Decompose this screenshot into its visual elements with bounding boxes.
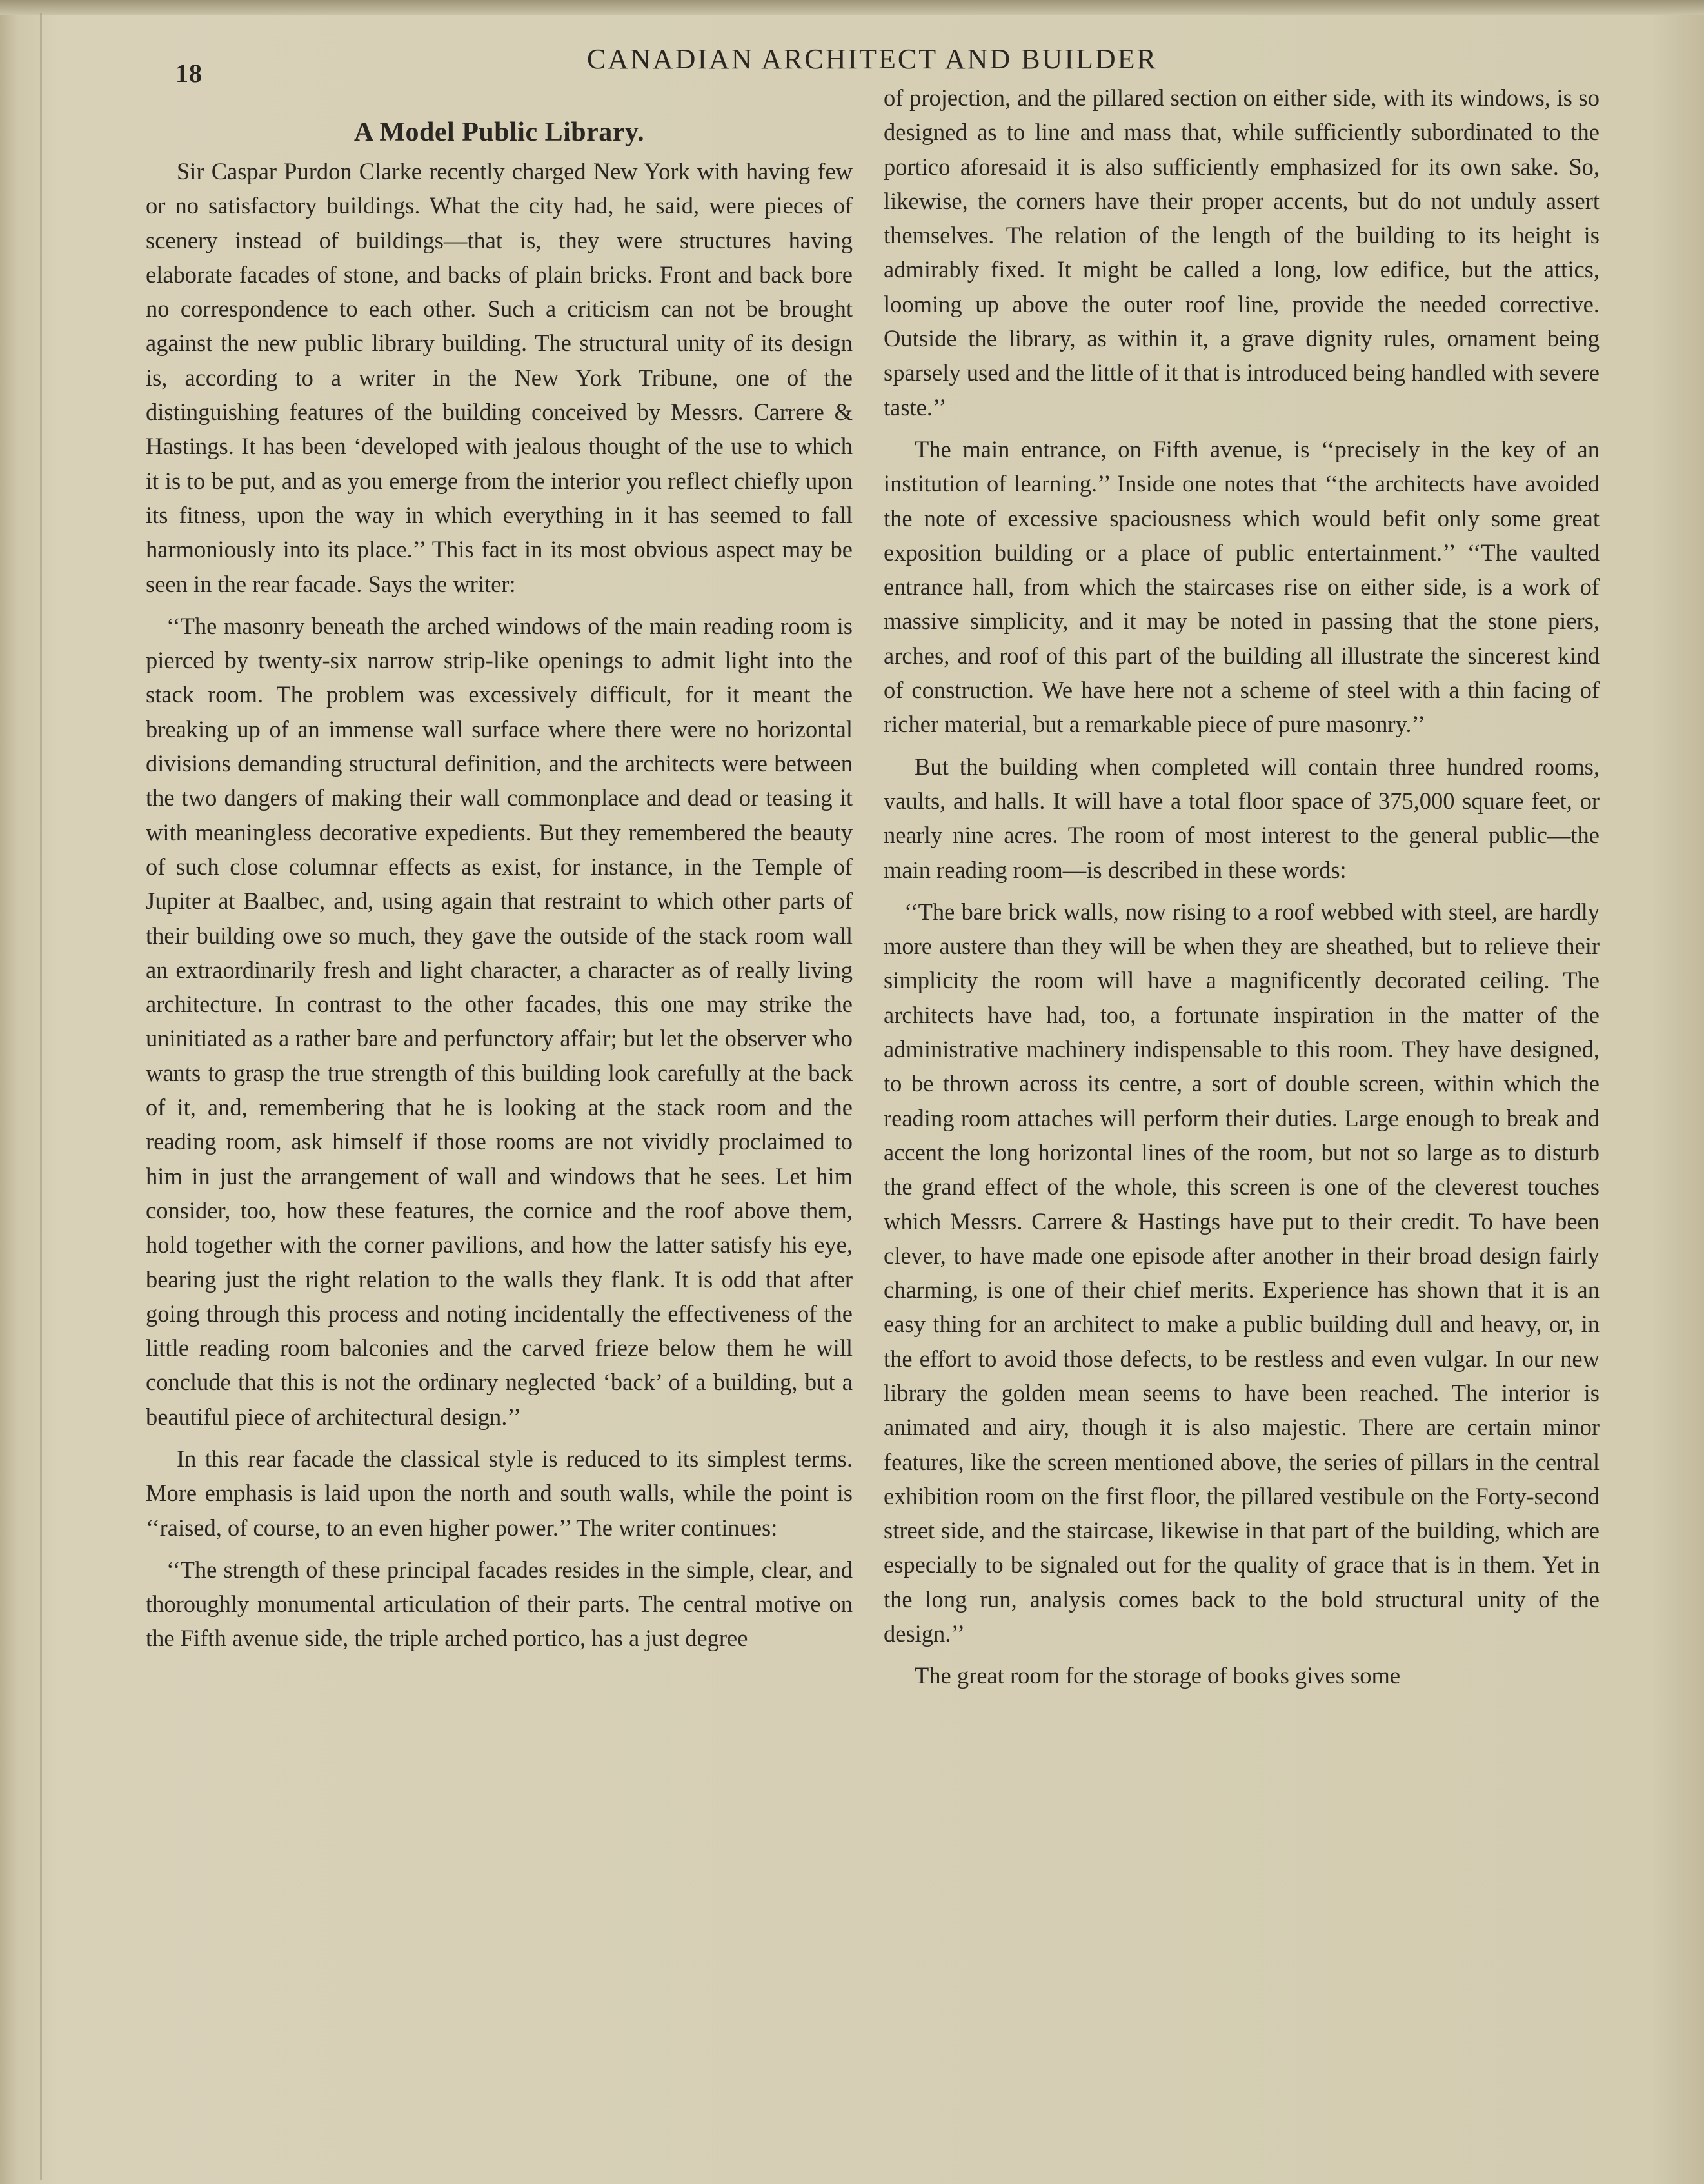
- paragraph: The great room for the storage of books gives some: [915, 1662, 1401, 1689]
- left-column: [146, 113, 853, 1656]
- paragraph: But the building when completed will contain three hundred rooms, vaults, and halls. It will have a total floor space of 375,000 square feet, or nearly nine acres. The room of most interest to the general public—the main reading room—is described in these words:: [884, 753, 1600, 883]
- paragraph: ‘‘The bare brick walls, now rising to a roof webbed with steel, are hardly more austere than they will be when they are sheathed, but to relieve their simplicity the room will have a magnificently decorated ceiling. The architects have had, too, a fortunate inspiration in the matter of the administrative machinery indispensable to this room. They have designed, to be thrown across its centre, a sort of double screen, within which the reading room attaches will perform their duties. Large enough to break and accent the long horizontal lines of the room, but not so large as to disturb the grand effect of the whole, this screen is one of the cleverest touches which Messrs. Carrere & Hastings have put to their credit. To have been clever, to have made one episode after another in their broad design fairly charming, is one of their chief merits. Experience has shown that it is an easy thing for an architect to make a public building dull and heavy, or, in the effort to avoid those defects, to be restless and even vulgar. In our new library the golden mean seems to have been reached. The interior is animated and airy, though it is also majestic. There are certain minor features, like the screen mentioned above, the series of pillars in the central exhibition room on the first floor, the pillared vestibule on the Forty-second street side, and the staircase, likewise in that part of the building, which are especially to be signaled out for the quality of grace that is in them. Yet in the long run, analysis comes back to the bold structural unity of the design.’’: [884, 898, 1600, 1647]
- article-title: A Model Public Library.: [353, 117, 645, 147]
- paragraph: Sir Caspar Purdon Clarke recently charged New York with having few or no satisfactory buildings. What the city had, he said, were pieces of scenery instead of buildings—that is, they were structures having elaborate facades of stone, and backs of plain bricks. Front and back bore no correspondence to each other. Such a criticism can not be brought against the new public library building. The structural unity of its design is, according to a writer in the New York Tribune, one of the distinguishing features of the building conceived by Messrs. Carrere & Hastings. It has been ‘developed with jealous thought of the use to which it is to be put, and as you emerge from the interior you reflect chiefly upon its fitness, upon the way in which everything in it has seemed to fall harmoniously into its place.’’ This fact in its most obvious aspect may be seen in the rear facade. Says the writer:: [146, 158, 853, 597]
- paragraph: ‘‘The strength of these principal facades resides in the simple, clear, and thoroughly monumental articulation of their parts. The central motive on the Fifth avenue side, the triple arched portico, has a just degree: [146, 1556, 853, 1652]
- right-column: [884, 81, 1600, 1693]
- paragraph: In this rear facade the classical style is reduced to its simplest terms. More emphasis is laid upon the north and south walls, while the point is ‘‘raised, of course, to an even higher power.’’ The writer continues:: [146, 1445, 853, 1541]
- page-top-edge: [0, 0, 1704, 15]
- running-head: CANADIAN ARCHITECT AND BUILDER: [587, 43, 1158, 75]
- binding-edge: [40, 13, 42, 2180]
- page-number: 18: [175, 59, 203, 88]
- paragraph: ‘‘The masonry beneath the arched windows of the main reading room is pierced by twenty-six narrow strip-like openings to admit light into the stack room. The problem was excessively difficult, for it meant the breaking up of an immense wall surface where there were no horizontal divisions demanding structural definition, and the architects were between the two dangers of making their wall commonplace and dead or teasing it with meaningless decorative expedients. But they remembered the beauty of such close columnar effects as exist, for instance, in the Temple of Jupiter at Baalbec, and, using again that restraint to which other parts of their building owe so much, they gave the outside of the stack room wall an extraordinarily fresh and light character, a character as of really living architecture. In contrast to the other facades, this one may strike the uninitiated as a rather bare and perfunctory affair; but let the observer who wants to grasp the true strength of this building look carefully at the back of it, and, remembering that he is looking at the stack room and the reading room, ask himself if those rooms are not vividly proclaimed to him in just the arrangement of wall and windows that he sees. Let him consider, too, how these features, the cornice and the roof above them, hold together with the corner pavilions, and how the latter satisfy his eye, bearing just the right relation to the walls they flank. It is odd that after going through this process and noting incidentally the effectiveness of the little reading room balconies and the carved frieze below them he will conclude that this is not the ordinary neglected ‘back’ of a building, but a beautiful piece of architectural design.’’: [146, 612, 853, 1430]
- paragraph: The main entrance, on Fifth avenue, is ‘‘precisely in the key of an institution of learning.’’ Inside one notes that ‘‘the architects have avoided the note of excessive spaciousness which would befit only some great exposition building or a place of public entertainment.’’ ‘‘The vaulted entrance hall, from which the staircases rise on either side, is a work of massive simplicity, and it may be noted in passing that the stone piers, arches, and roof of this part of the building all illustrate the sincerest kind of construction. We have here not a scheme of steel with a thin facing of richer material, but a remarkable piece of pure masonry.’’: [884, 435, 1600, 738]
- paragraph: of projection, and the pillared section on either side, with its windows, is so designed as to line and mass that, while sufficiently subordinated to the portico aforesaid it is also sufficiently emphasized for its own sake. So, likewise, the corners have their proper accents, but do not unduly assert themselves. The relation of the length of the building to its height is admirably fixed. It might be called a long, low edifice, but the attics, looming up above the outer roof line, provide the needed corrective. Outside the library, as within it, a grave dignity rules, ornament being sparsely used and the little of it that is introduced being handled with severe taste.’’: [884, 84, 1600, 421]
